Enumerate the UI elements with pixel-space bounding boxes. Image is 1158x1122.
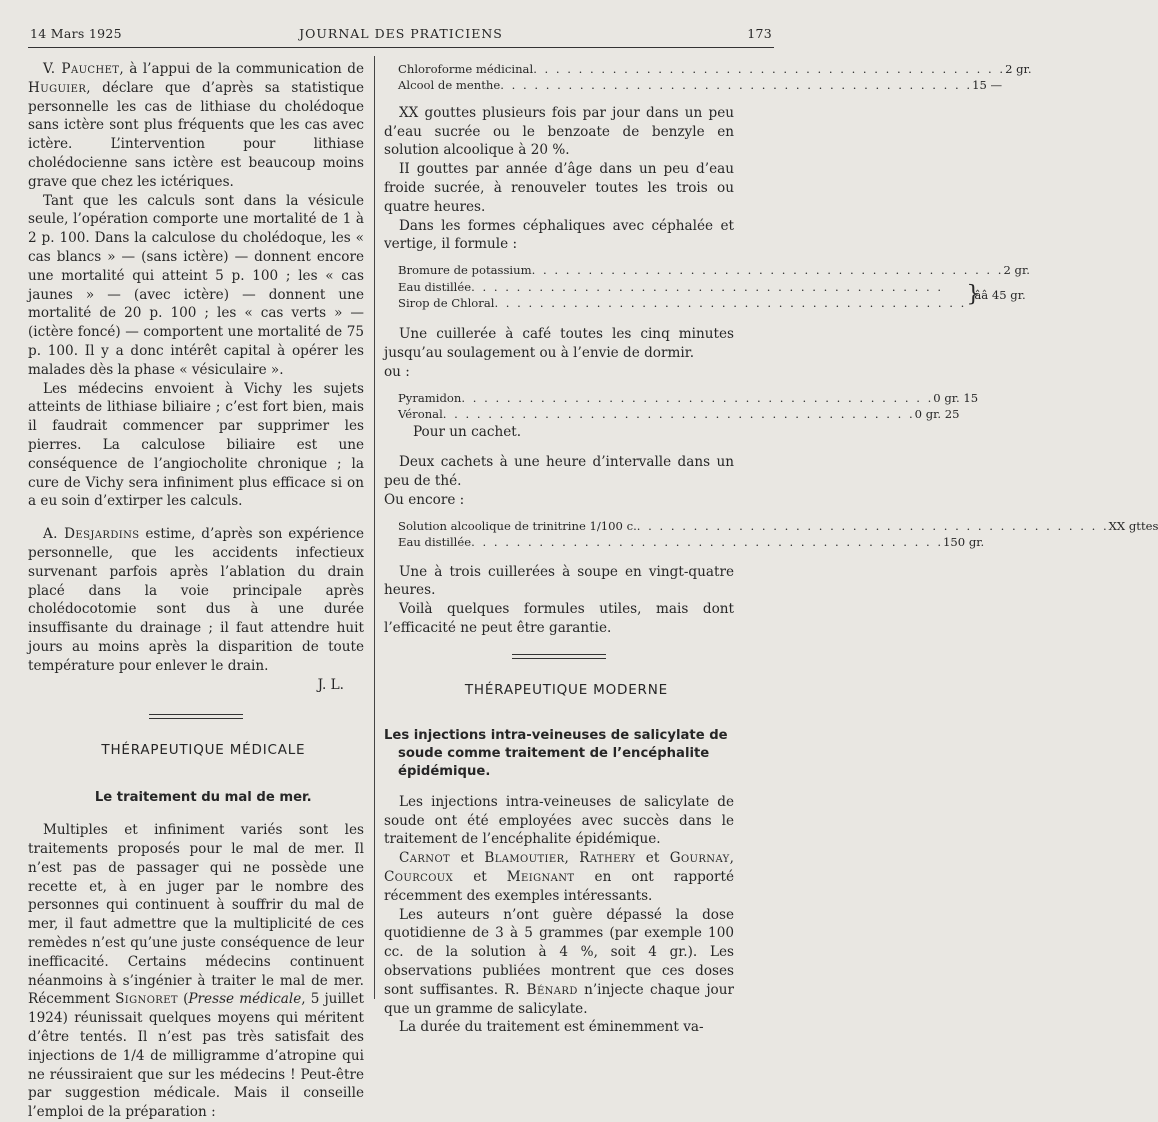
prescription-2: [398, 262, 1030, 311]
ingredient: Bromure de potassium: [398, 263, 532, 278]
spacer: [384, 94, 734, 104]
text: , à l’appui de la communication de: [119, 61, 364, 77]
prescription-note: Pour un cachet.: [412, 423, 522, 440]
paragraph-pauchet: [28, 60, 364, 192]
spacer: [28, 759, 364, 789]
page-header: [30, 26, 772, 44]
text: , déclare que d’après sa statistique personnelle les cas de lithiase du cholédoque sans ictère sont plus fréquents que les cas avec ictère. L’intervention pour lithiase cholédocienne sans ictère est beaucoup moins grave que chez les ictériques.: [28, 79, 364, 190]
author-name: V. Pauchet: [42, 61, 120, 77]
journal-title: JOURNAL DES PRATICIENS: [299, 26, 503, 41]
spacer: [384, 551, 734, 563]
prescription-4: [398, 518, 1158, 551]
author-name: Huguier: [28, 79, 87, 96]
prescription-line: [398, 534, 985, 550]
leader-dots: [494, 295, 966, 311]
spacer: [28, 511, 364, 525]
spacer: [384, 510, 734, 518]
spacer: [384, 781, 734, 793]
text: estime, d’après son expérience personnelle, que les accidents infectieux survenant parfois après l’ablation du drain placé dans la voie principale après cholédocotomie sont dus à une durée insuffisante du drainage ; il faut attendre huit jours au moins après la disparition de toute température pour enlever le drain.: [28, 526, 364, 674]
paragraph-auteurs-cites: [384, 849, 734, 905]
quantity: 2 gr.: [1005, 62, 1032, 76]
prescription-3: [398, 390, 979, 442]
text: ,: [729, 850, 734, 867]
leader-dots: [500, 77, 972, 93]
page-number: 173: [747, 26, 772, 41]
prescription-line: [398, 518, 1158, 534]
prescription-line: [398, 61, 1032, 77]
spacer: [384, 311, 734, 325]
text: n’injecte chaque jour que un gramme de salicylate.: [384, 981, 734, 1017]
spacer: [28, 719, 364, 741]
quantity: 0 gr. 15: [933, 390, 979, 405]
ingredient: Solution alcoolique de trinitrine 1/100 c.: [398, 518, 637, 533]
paragraph-cephaliques: Dans les formes céphaliques avec céphalée et vertige, il formule :: [384, 217, 734, 253]
ingredient: Véronal: [398, 407, 443, 422]
column-divider: [374, 56, 375, 999]
text-ou-encore: Ou encore :: [384, 492, 465, 508]
section-title: THÉRAPEUTIQUE MÉDICALE: [101, 742, 306, 759]
text: Les auteurs n’ont guère dépassé la dose quotidienne de 3 à 5 grammes (par exemple 100 cc. de la solution à 4 %, soit 4 gr.). Les observations publiées montrent que ces doses sont suffisantes.: [384, 906, 734, 998]
paragraph-duree: La durée du traitement est éminemment va-: [398, 1019, 704, 1036]
leader-dots: [533, 61, 1005, 77]
spacer: [384, 441, 734, 453]
article-title: Le traitement du mal de mer.: [94, 790, 312, 806]
quantity: 150 gr.: [943, 535, 985, 550]
author-name: Blamoutier: [484, 850, 565, 867]
paragraph-dose: [384, 906, 734, 1019]
paragraph-vichy: Les médecins envoient à Vichy les sujets atteints de lithiase biliaire ; c’est fort bien, mais il faudrait commencer par supprimer les pierres. La calculose biliaire est une conséquence de l’angiocholite chronique ; la cure de Vichy sera infiniment plus efficace si on a eu soin d’extirper les calculs.: [28, 380, 364, 510]
text: ,: [564, 850, 580, 867]
spacer: [384, 659, 734, 681]
paragraph-xx-gouttes: XX gouttes plusieurs fois par jour dans un peu d’eau sucrée ou le benzoate de benzyle en solution alcoolique à 20 %.: [384, 104, 734, 159]
prescription-line: [398, 77, 1003, 93]
left-column: [28, 60, 364, 1122]
paragraph-ii-gouttes: II gouttes par année d’âge dans un peu d’eau froide sucrée, à renouveler toutes les trois ou quatre heures.: [384, 161, 734, 215]
text: et: [450, 850, 485, 867]
author-name: A. Desjardins: [42, 526, 140, 543]
header-rule: [28, 47, 774, 48]
ingredient: Eau distillée: [398, 535, 472, 550]
prescription-1: [398, 61, 1032, 94]
leader-dots: [471, 279, 966, 295]
author-name: Rathery: [579, 850, 636, 867]
leader-dots: [443, 406, 915, 422]
right-column: [384, 60, 1158, 1037]
text: et: [635, 850, 670, 867]
spacer: [384, 382, 734, 390]
author-name: Meignant: [506, 868, 575, 885]
spacer: [384, 699, 734, 727]
text: Multiples et infiniment variés sont les traitements proposés pour le mal de mer. Il n’est pas de passager qui ne possède une recette et, à en juger par le nombre des personnes qui continuent à souffrir du mal de mer, il faut admettre que la multiplicité de ces remèdes n’est qu’une juste conséquence de leur inefficacité. Certains médecins continuent néanmoins à s’ingénier à traiter le mal de mer. Récemment: [28, 822, 364, 1008]
leader-dots: [532, 262, 1004, 278]
text: en ont rapporté récemment des exemples intéressants.: [384, 868, 734, 904]
prescription-line: [398, 390, 979, 406]
prescription-group: [398, 279, 1026, 312]
paragraph-desjardins: [28, 525, 364, 675]
spacer: [384, 254, 734, 262]
prescription-line: [398, 262, 1030, 278]
spacer: [28, 807, 364, 821]
quantity: ââ 45 gr.: [974, 287, 1026, 302]
ingredient: Sirop de Chloral: [398, 296, 495, 310]
paragraph-deux-cachets: Deux cachets à une heure d’intervalle dans un peu de thé.: [384, 454, 734, 490]
quantity: XX gttes: [1108, 518, 1158, 533]
author-name: R. Bénard: [504, 981, 578, 998]
quantity: 0 gr. 25: [914, 407, 960, 422]
leader-dots: [461, 390, 933, 406]
spacer: [28, 694, 364, 714]
section-title: THÉRAPEUTIQUE MODERNE: [464, 681, 668, 698]
paragraph-calculs: Tant que les calculs sont dans la vésicule seule, l’opération comporte une mortalité de 1 à 2 p. 100. Dans la calculose du cholédoque, les « cas blancs » — (sans ictère) — donnent encore une mortalité qui atteint 5 p. 100 ; les « cas jaunes » — (avec ictère) — donnent une mortalité de 20 p. 100 ; les « cas verts » — (ictère foncé) — comportent une mortalité de 75 p. 100. Il y a donc intérêt capital à opérer les malades dès la phase « vésiculaire ».: [28, 192, 364, 378]
quantity: 2 gr.: [1003, 263, 1030, 278]
paragraph-injections: Les injections intra-veineuses de salicylate de soude ont été employées avec succès dans le traitement de l’encéphalite épidémique.: [384, 793, 734, 848]
prescription-line: [398, 279, 966, 295]
ingredient: Pyramidon: [398, 390, 462, 405]
author-name: Signoret: [115, 991, 178, 1008]
author-name: Gournay: [669, 850, 730, 867]
ingredient: Alcool de menthe: [398, 78, 501, 93]
brace: }: [966, 282, 981, 307]
text: et: [453, 868, 507, 885]
article-title: Les injections intra-veineuses de salicylate de soude comme traitement de l’encéphalite épidémique.: [384, 727, 728, 779]
issue-date: 14 Mars 1925: [30, 26, 122, 41]
text-ou: ou :: [384, 364, 410, 380]
prescription-line: [398, 295, 966, 311]
paragraph-formules: Voilà quelques formules utiles, mais dont l’efficacité ne peut être garantie.: [384, 601, 734, 636]
prescription-line: [398, 406, 960, 422]
paragraph-une-a-trois: Une à trois cuillerées à soupe en vingt-quatre heures.: [384, 563, 734, 599]
signature: J. L.: [317, 676, 344, 693]
quantity: 15 —: [972, 78, 1003, 93]
text: (: [178, 991, 189, 1008]
citation: Presse médicale: [188, 991, 302, 1008]
paragraph-mal-de-mer: [28, 821, 364, 1122]
paragraph-cuilleree: Une cuillerée à café toutes les cinq minutes jusqu’au soulagement ou à l’envie de dormir.: [384, 326, 734, 362]
author-name: Courcoux: [384, 868, 454, 885]
text: , 5 juillet 1924) réunissait quelques moyens qui méritent d’être tentés. Il n’est pas très satisfait des injections de 1/4 de milligramme d’atropine qui ne réussiraient que sur les médecins ! Peut-être par suggestion médicale. Mais il conseille l’emploi de la préparation :: [28, 991, 364, 1121]
spacer: [384, 638, 734, 654]
ingredient: Eau distillée: [398, 279, 472, 294]
author-name: Carnot: [398, 850, 451, 867]
leader-dots: [637, 518, 1109, 534]
ingredient: Chloroforme médicinal: [398, 62, 534, 76]
leader-dots: [471, 534, 943, 550]
